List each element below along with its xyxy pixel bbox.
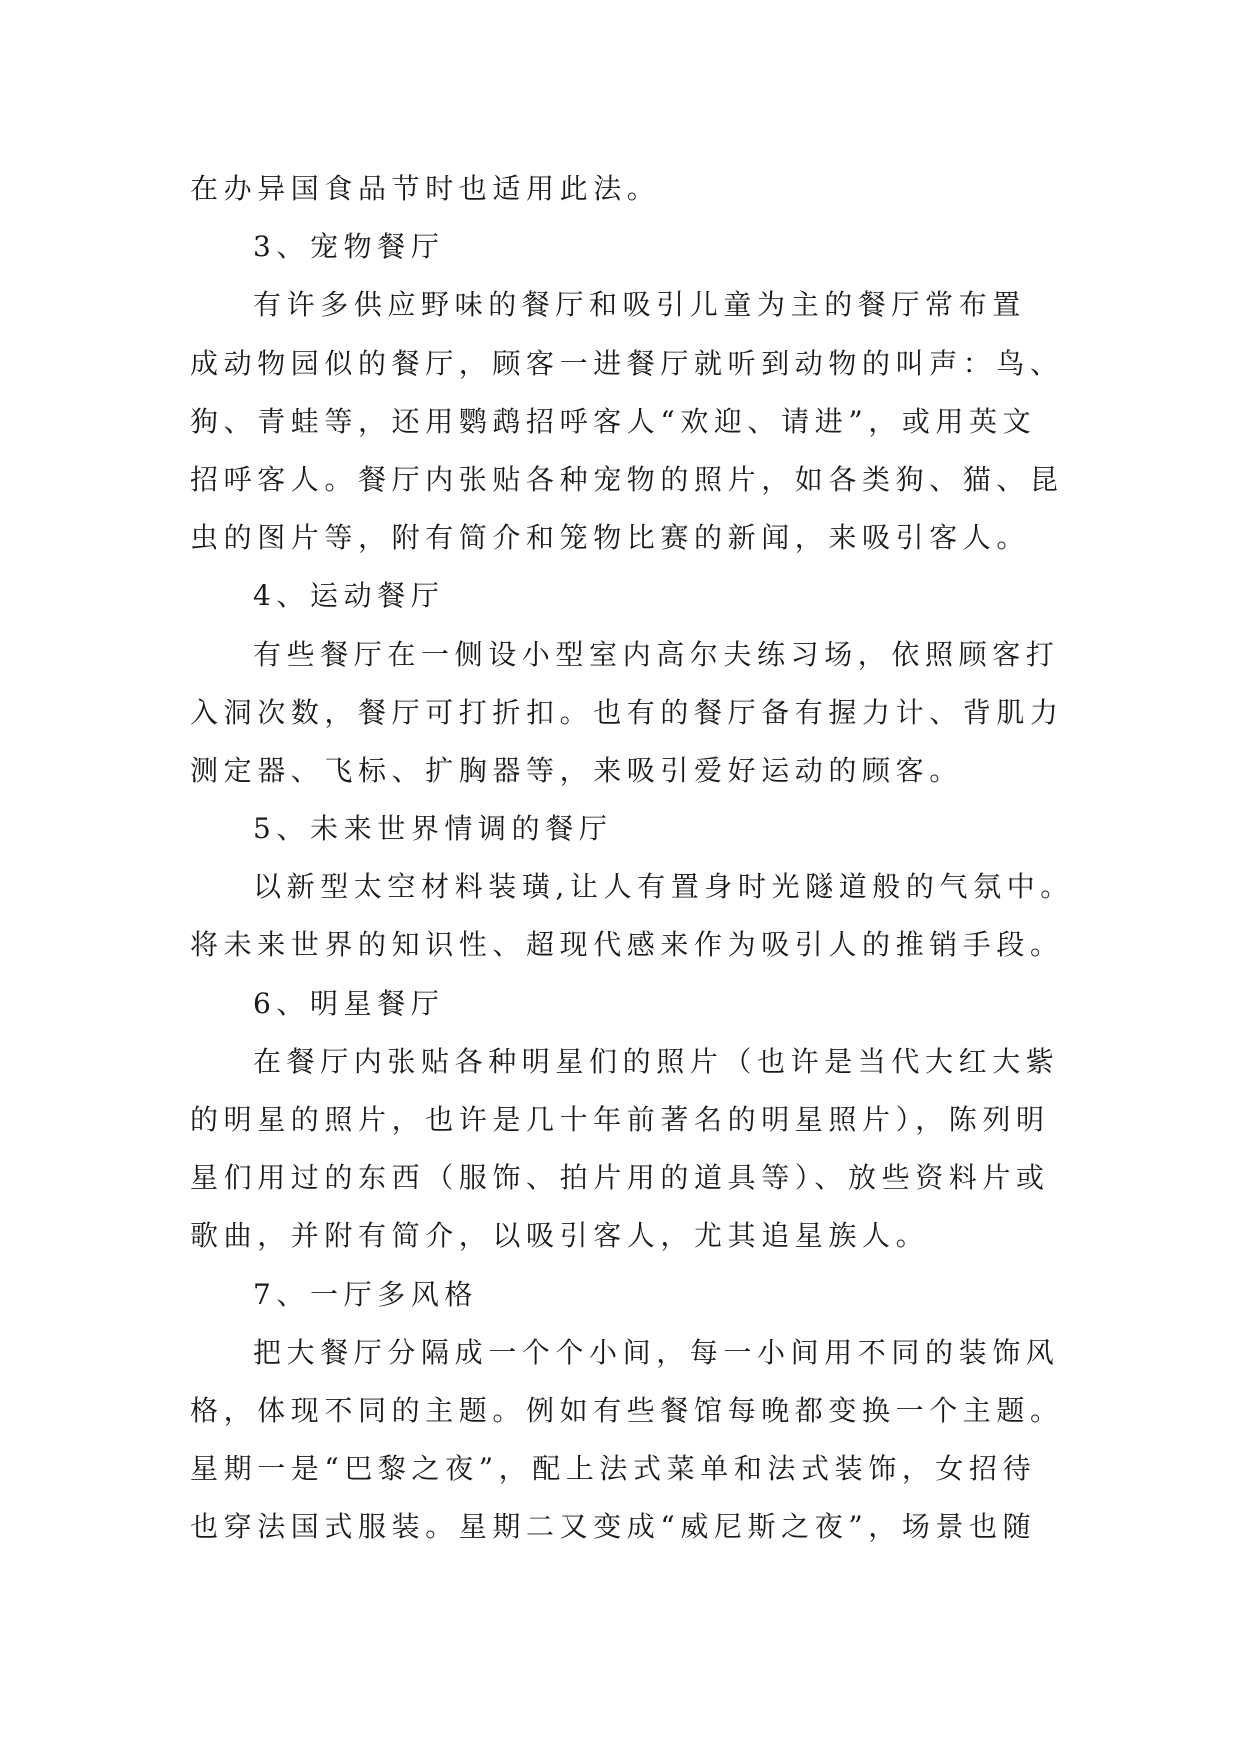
text-line: 歌曲，并附有简介，以吸引客人，尤其追星族人。 xyxy=(190,1219,930,1253)
text-line: 格，体现不同的主题。例如有些餐馆每晚都变换一个主题。 xyxy=(190,1393,1064,1427)
text-line: 在餐厅内张贴各种明星们的照片（也许是当代大红大紫 xyxy=(253,1044,1060,1078)
text-line: 把大餐厅分隔成一个个小间，每一小间用不同的装饰风 xyxy=(253,1335,1060,1369)
text-line: 的明星的照片，也许是几十年前著名的明星照片），陈列明 xyxy=(190,1103,1050,1136)
text-line: 招呼客人。餐厅内张贴各种宠物的照片，如各类狗、猫、昆 xyxy=(190,462,1064,496)
document-body xyxy=(190,160,1074,1557)
text-line: 有些餐厅在一侧设小型室内高尔夫练习场，依照顾客打 xyxy=(253,637,1060,671)
text-line: 有许多供应野味的餐厅和吸引儿童为主的餐厅常布置 xyxy=(253,288,1026,322)
section-heading-future-world-restaurant: 5、未来世界情调的餐厅 xyxy=(253,812,613,846)
text-line: 测定器、飞标、扩胸器等，来吸引爱好运动的顾客。 xyxy=(190,753,963,787)
text-line: 星们用过的东西（服饰、拍片用的道具等）、放些资料片或 xyxy=(190,1161,1050,1195)
text-line: 也穿法国式服装。星期二又变成“威尼斯之夜”，场景也随 xyxy=(190,1510,1037,1544)
text-line: 虫的图片等，附有简介和笼物比赛的新闻，来吸引客人。 xyxy=(190,521,1031,555)
section-heading-celebrity-restaurant: 6、明星餐厅 xyxy=(253,986,445,1020)
section-heading-pet-restaurant: 3、宠物餐厅 xyxy=(253,230,445,264)
text-line: 成动物园似的餐厅，顾客一进餐厅就听到动物的叫声：鸟、 xyxy=(190,346,1064,380)
text-line: 在办异国食品节时也适用此法。 xyxy=(190,172,661,205)
text-line: 以新型太空材料装璜,让人有置身时光隧道般的气氛中。 xyxy=(253,870,1074,904)
text-line: 星期一是“巴黎之夜”，配上法式菜单和法式装饰，女招待 xyxy=(190,1452,1037,1486)
section-heading-multi-style-hall: 7、一厅多风格 xyxy=(253,1277,479,1311)
text-line: 入洞次数，餐厅可打折扣。也有的餐厅备有握力计、背肌力 xyxy=(190,695,1064,729)
text-line: 狗、青蛙等，还用鹦鹉招呼客人“欢迎、请进”，或用英文 xyxy=(190,404,1037,438)
section-heading-sports-restaurant: 4、运动餐厅 xyxy=(253,579,445,613)
text-line: 将未来世界的知识性、超现代感来作为吸引人的推销手段。 xyxy=(190,928,1064,962)
